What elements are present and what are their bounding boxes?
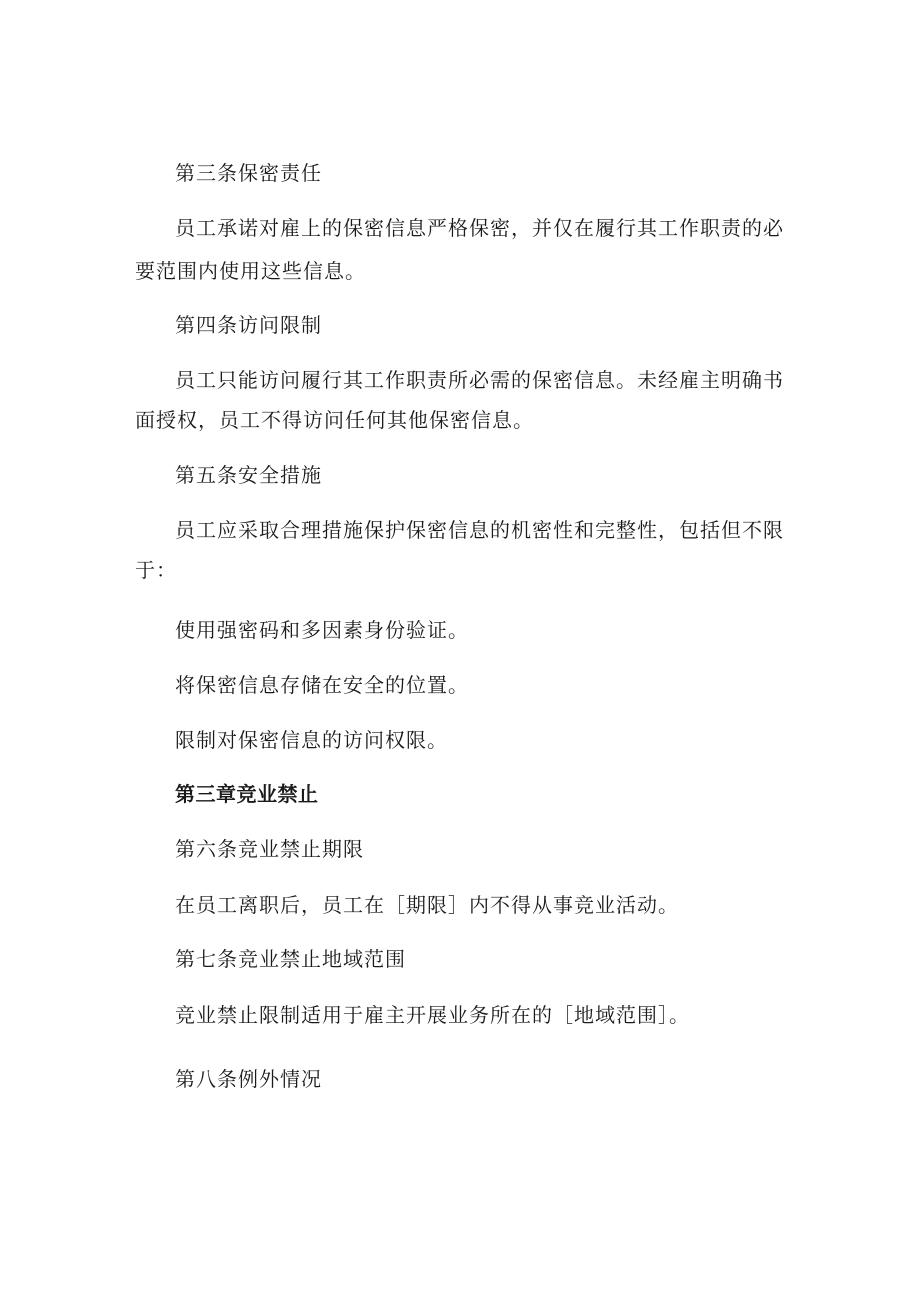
article-6-heading: 第六条竞业禁止期限 [175,837,364,861]
chapter-3-heading: 第三章竞业禁止 [175,782,319,806]
article-5-item-1: 使用强密码和多因素身份验证。 [175,618,469,642]
article-5-item-3: 限制对保密信息的访问权限。 [175,728,448,752]
article-3-text-line-1: 员工承诺对雇上的保密信息严格保密，并仅在履行其工作职责的必 [175,216,784,240]
article-7-text: 竞业禁止限制适用于雇主开展业务所在的［地域范围］。 [175,1003,690,1027]
article-5-item-2: 将保密信息存储在安全的位置。 [175,673,469,697]
article-6-text: 在员工离职后，员工在［期限］内不得从事竞业活动。 [175,893,679,917]
article-3-text-line-2: 要范围内使用这些信息。 [135,259,366,283]
article-4-text-line-1: 员工只能访问履行其工作职责所必需的保密信息。未经雇主明确书 [175,368,784,392]
article-8-heading: 第八条例外情况 [175,1067,322,1091]
article-5-text-line-2: 于： [135,558,177,582]
article-5-heading: 第五条安全措施 [175,463,322,487]
article-4-text-line-2: 面授权，员工不得访问任何其他保密信息。 [135,408,534,432]
article-4-heading: 第四条访问限制 [175,313,322,337]
article-7-heading: 第七条竞业禁止地域范围 [175,947,406,971]
article-3-heading: 第三条保密责任 [175,161,322,185]
article-5-text-line-1: 员工应采取合理措施保护保密信息的机密性和完整性，包括但不限 [175,518,784,542]
